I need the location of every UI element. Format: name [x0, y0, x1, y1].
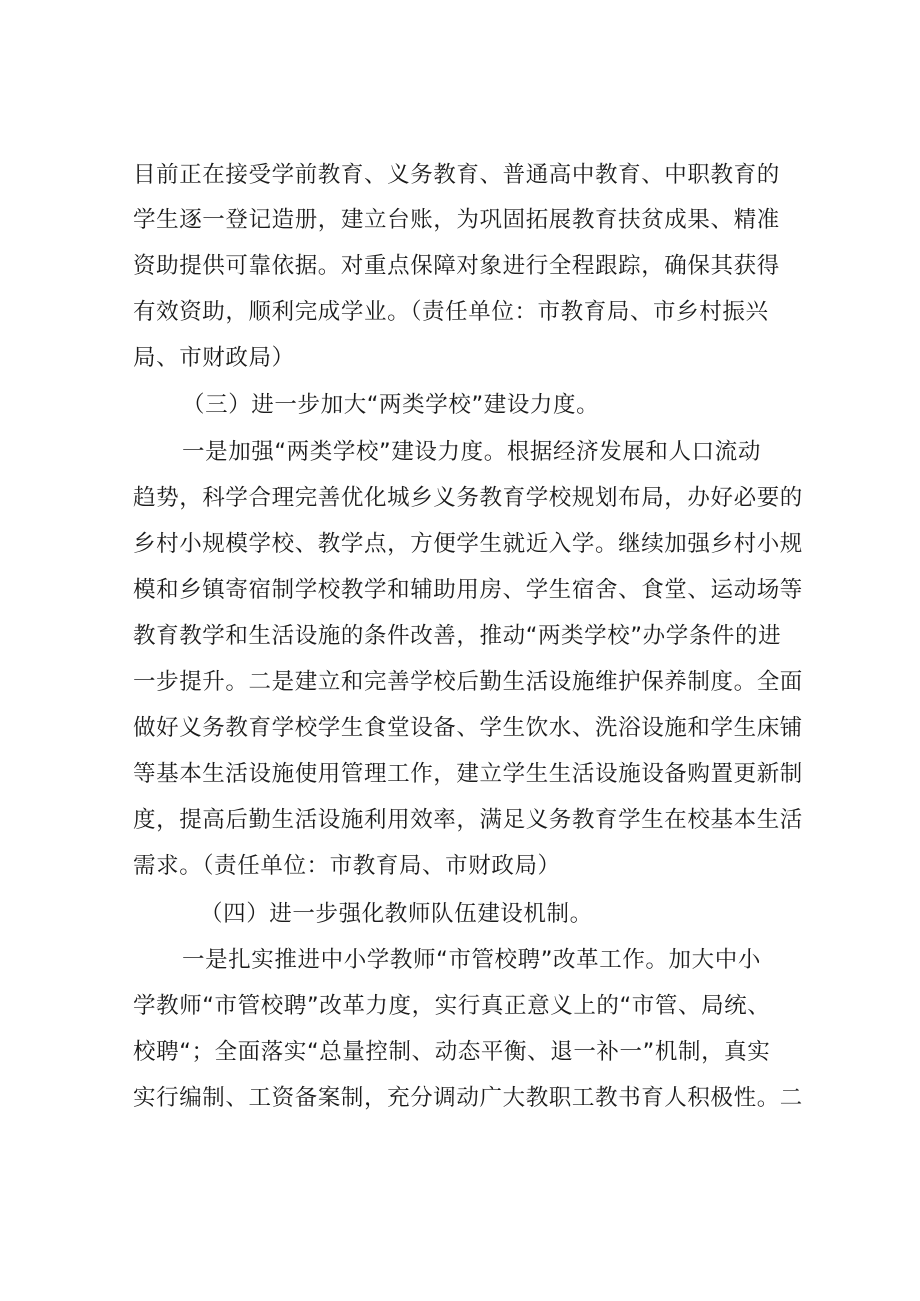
body-text-line: 局、市财政局） [133, 345, 295, 371]
body-text-line: 学教师“市管校聘”改革力度，实行真正意义上的“市管、局统、 [133, 993, 771, 1019]
body-text-line: 趋势，科学合理完善优化城乡义务教育学校规划布局，办好必要的 [133, 485, 803, 511]
section-heading: （三）进一步加大“两类学校”建设力度。 [182, 392, 600, 418]
body-text-line: 资助提供可靠依据。对重点保障对象进行全程跟踪，确保其获得 [133, 253, 780, 279]
body-text-line: 实行编制、工资备案制，充分调动广大教职工教书育人积极性。二 [133, 1085, 803, 1111]
body-text-line: 目前正在接受学前教育、义务教育、普通高中教育、中职教育的 [133, 162, 780, 188]
body-text-line: 一步提升。二是建立和完善学校后勤生活设施维护保养制度。全面 [133, 669, 803, 695]
body-text-line: 校聘“；全面落实“总量控制、动态平衡、退一补一”机制，真实 [133, 1039, 771, 1065]
body-text-line: 等基本生活设施使用管理工作，建立学生生活设施设备购置更新制 [133, 761, 803, 787]
body-text-line: 乡村小规模学校、教学点，方便学生就近入学。继续加强乡村小规 [133, 531, 803, 557]
section-heading: （四）进一步强化教师队伍建设机制。 [200, 901, 593, 927]
body-text-line: 一是扎实推进中小学教师“市管校聘”改革工作。加大中小 [182, 947, 761, 973]
body-text-line: 做好义务教育学校学生食堂设备、学生饮水、洗浴设施和学生床铺 [133, 715, 803, 741]
body-text-line: 需求。（责任单位：市教育局、市财政局） [133, 853, 561, 879]
body-text-line: 度，提高后勤生活设施利用效率，满足义务教育学生在校基本生活 [133, 807, 803, 833]
body-text-line: 模和乡镇寄宿制学校教学和辅助用房、学生宿舍、食堂、运动场等 [133, 577, 803, 603]
body-text-line: 一是加强“两类学校”建设力度。根据经济发展和人口流动 [182, 439, 761, 465]
body-text-line: 有效资助，顺利完成学业。（责任单位：市教育局、市乡村振兴 [133, 299, 769, 325]
body-text-line: 教育教学和生活设施的条件改善，推动“两类学校”办学条件的进 [133, 623, 782, 649]
body-text-line: 学生逐一登记造册，建立台账，为巩固拓展教育扶贫成果、精准 [133, 207, 780, 233]
